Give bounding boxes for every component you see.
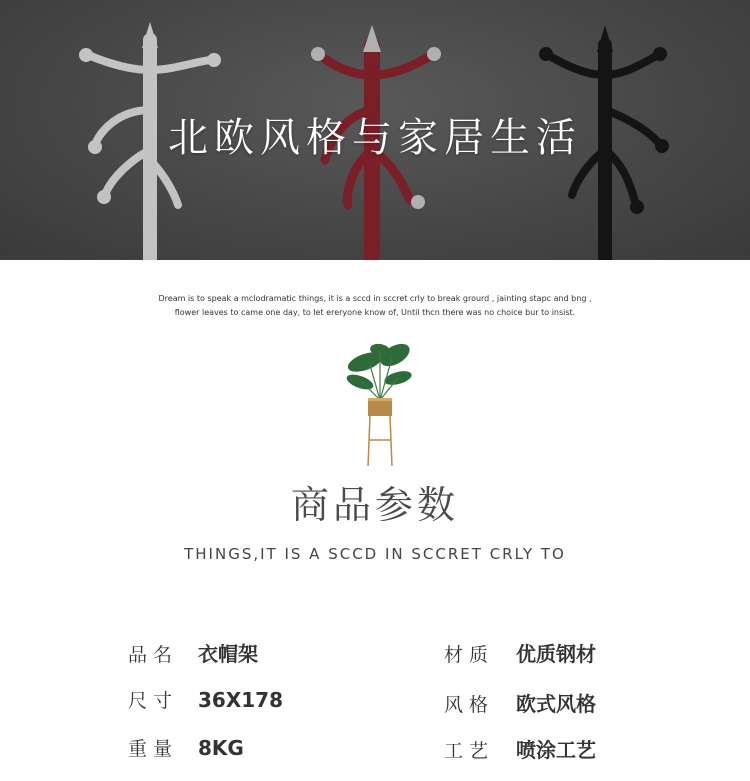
spec-item-name xyxy=(128,638,258,667)
spec-label: 尺寸 xyxy=(128,690,179,712)
tagline-line-2: flower leaves to came one day, to let ereryone know of, Until thcn there was no choice bur to insist. xyxy=(174,308,576,317)
spec-item-style xyxy=(444,688,596,717)
hero-title: 北欧风格与家居生活 xyxy=(168,115,582,161)
spec-label: 工艺 xyxy=(444,740,495,762)
spec-item-size xyxy=(128,686,283,713)
tagline-line-1: Dream is to speak a mclodramatic things, it is a sccd in sccret crly to break grourd , jainting stapc and bng , xyxy=(158,294,592,303)
spec-label: 风格 xyxy=(444,694,495,716)
tagline xyxy=(0,292,750,320)
spec-label: 重量 xyxy=(128,738,179,760)
spec-item-material xyxy=(444,638,596,667)
spec-value: 衣帽架 xyxy=(198,642,258,666)
spec-value: 喷涂工艺 xyxy=(516,738,596,762)
spec-label: 材质 xyxy=(444,644,495,666)
potted-plant-icon xyxy=(340,340,420,470)
spec-value: 36X178 xyxy=(198,688,283,712)
spec-label: 品名 xyxy=(128,644,179,666)
spec-value: 优质钢材 xyxy=(516,642,596,666)
spec-item-craft xyxy=(444,734,596,763)
spec-item-weight xyxy=(128,734,244,761)
hero-banner xyxy=(0,0,750,260)
section-title: 商品参数 xyxy=(290,483,459,527)
spec-value: 8KG xyxy=(198,736,244,760)
section-subtitle: THINGS,IT IS A SCCD IN SCCRET CRLY TO xyxy=(184,545,566,563)
spec-value: 欧式风格 xyxy=(516,692,596,716)
